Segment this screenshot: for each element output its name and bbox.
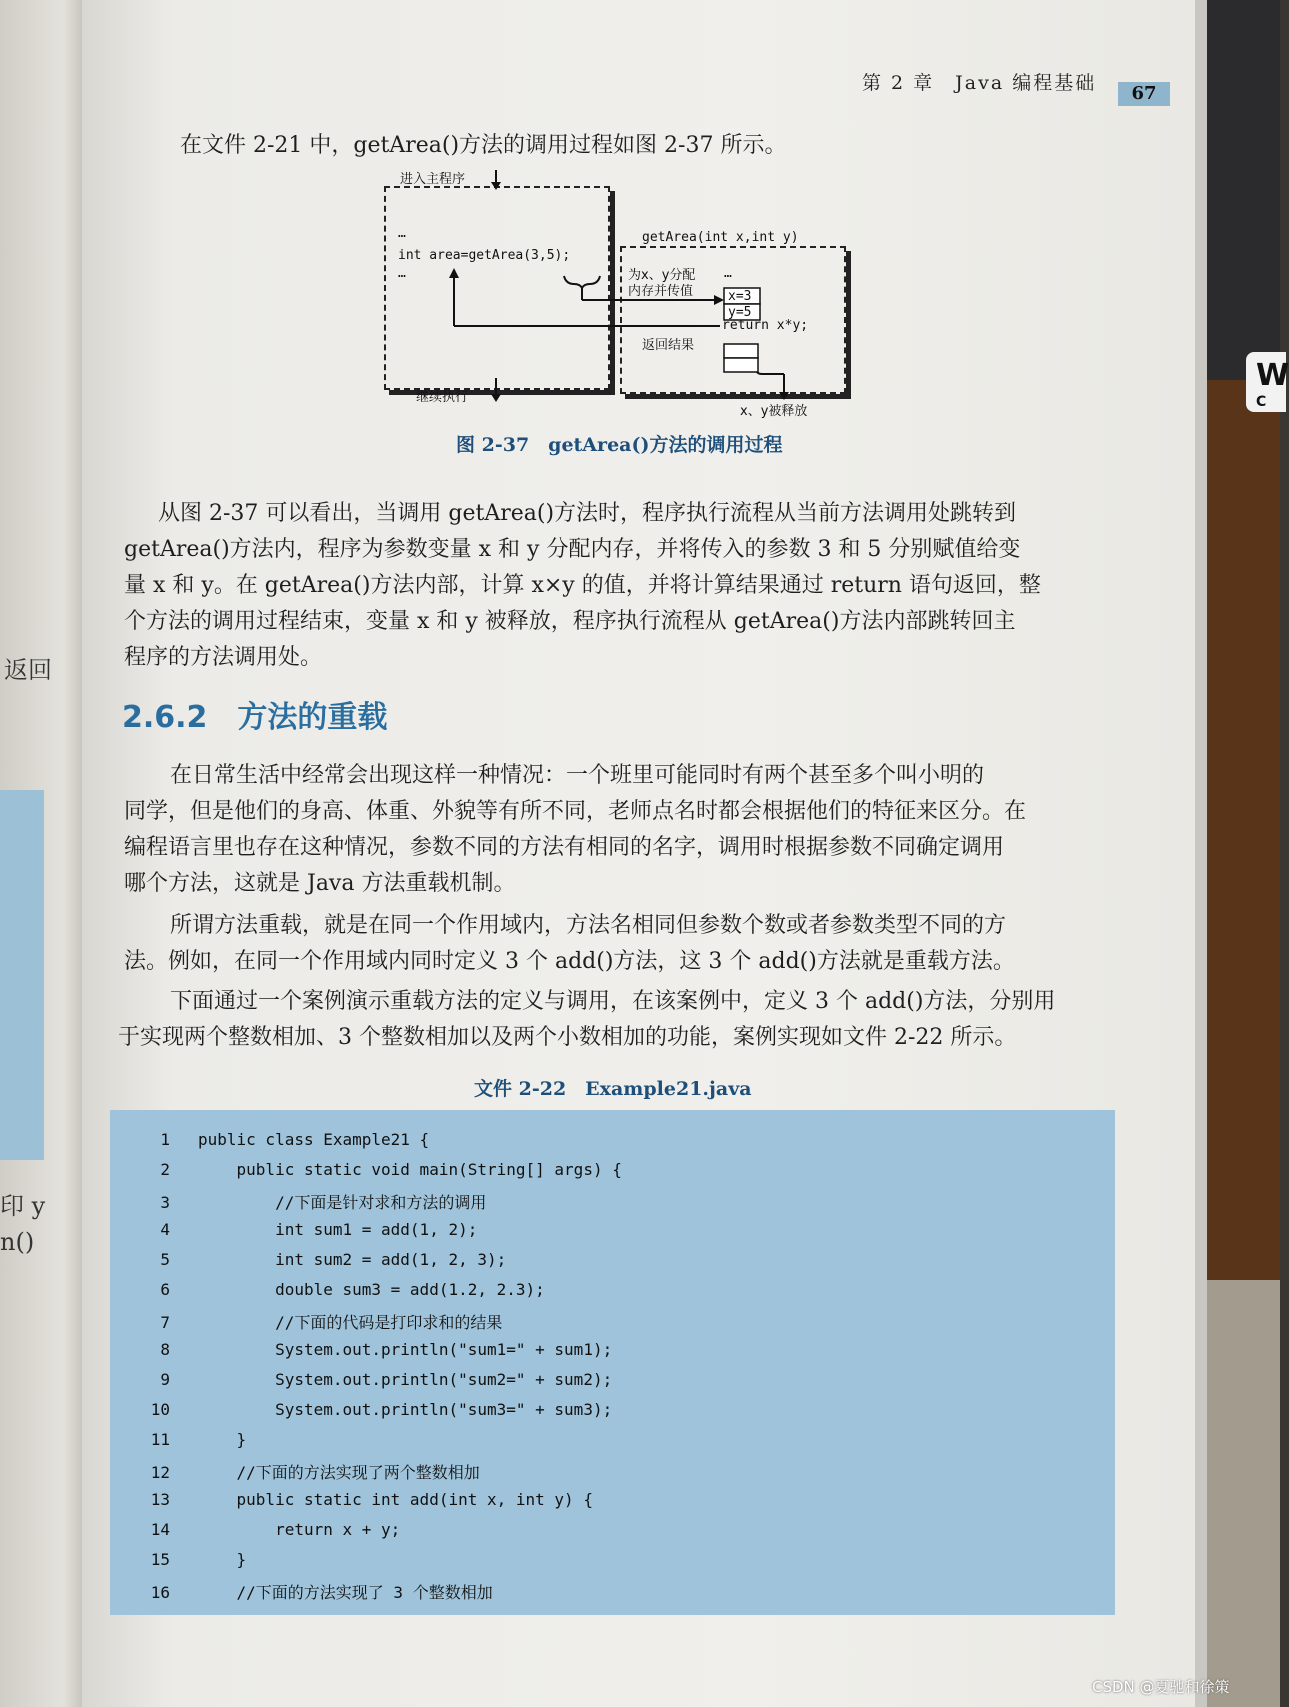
section-heading: 2.6.2 方法的重载 <box>122 700 388 735</box>
released-label: x、y被释放 <box>740 404 808 419</box>
main-dots-top: … <box>398 226 406 241</box>
left-page-fragment: n() <box>0 1228 35 1256</box>
left-page <box>0 0 90 1707</box>
paragraph1-line: 个方法的调用过程结束，变量 x 和 y 被释放，程序执行流程从 getArea()方法内部跳转回主 <box>124 609 1016 634</box>
code-line: 13 public static int add(int x, int y) { <box>150 1490 593 1509</box>
paragraph2-line: 哪个方法，这就是 Java 方法重载机制。 <box>124 871 516 896</box>
main-dots-bottom: … <box>398 266 406 281</box>
left-page-fragment: 返回 <box>4 656 52 684</box>
method-signature: getArea(int x,int y) <box>642 230 799 245</box>
code-line: 2 public static void main(String[] args) { <box>160 1160 622 1179</box>
main-call-line: int area=getArea(3,5); <box>398 248 571 263</box>
code-line: 7 //下面的代码是打印求和的结果 <box>160 1313 503 1332</box>
code-line: 10 System.out.println("sum3=" + sum3); <box>150 1400 613 1419</box>
label-continue: 继续执行 <box>416 390 469 405</box>
file-title: 文件 2-22 Example21.java <box>474 1078 752 1100</box>
code-line: 4 int sum1 = add(1, 2); <box>160 1220 478 1239</box>
code-line: 6 double sum3 = add(1.2, 2.3); <box>160 1280 545 1299</box>
alloc-label-1: 为x、y分配 <box>628 268 696 283</box>
running-head: 第 2 章 Java 编程基础 <box>862 72 1097 94</box>
code-line: 9 System.out.println("sum2=" + sum2); <box>160 1370 613 1389</box>
page-number: 67 <box>1118 82 1170 106</box>
figure-arrows <box>378 168 858 418</box>
paragraph1-line: 程序的方法调用处。 <box>124 645 323 670</box>
page-edge <box>1195 0 1207 1707</box>
x-value-cell: x=3 <box>728 289 752 304</box>
method-dots: … <box>724 266 732 281</box>
intro-line: 在文件 2-21 中，getArea()方法的调用过程如图 2-37 所示。 <box>180 133 787 158</box>
code-listing <box>110 1110 1115 1615</box>
paragraph2-line: 编程语言里也存在这种情况，参数不同的方法有相同的名字，调用时根据参数不同确定调用 <box>124 835 1005 860</box>
code-line: 3 //下面是针对求和方法的调用 <box>160 1193 487 1212</box>
watermark: CSDN @夏驰和徐策 <box>1092 1678 1230 1696</box>
left-page-code-box <box>0 790 44 1160</box>
y-value-cell: y=5 <box>728 305 752 320</box>
return-result-label: 返回结果 <box>642 338 695 353</box>
paragraph2-line: 同学，但是他们的身高、体重、外貌等有所不同，老师点名时都会根据他们的特征来区分。在 <box>124 799 1027 824</box>
left-page-fragment: 印 y <box>0 1192 46 1220</box>
paragraph1-line: 量 x 和 y。在 getArea()方法内部，计算 x×y 的值，并将计算结果通过 return 语句返回，整 <box>124 573 1041 598</box>
paragraph2-line: 在日常生活中经常会出现这样一种情况：一个班里可能同时有两个甚至多个叫小明的 <box>170 763 985 788</box>
paragraph3-line: 所谓方法重载，就是在同一个作用域内，方法名相同但参数个数或者参数类型不同的方 <box>170 913 1007 938</box>
paragraph4-line: 下面通过一个案例演示重载方法的定义与调用，在该案例中，定义 3 个 add()方法，分别用 <box>170 989 1056 1014</box>
background-logo-badge: W C <box>1246 352 1286 412</box>
code-line: 16 //下面的方法实现了 3 个整数相加 <box>150 1583 493 1602</box>
return-statement: return x*y; <box>722 318 809 333</box>
alloc-label-2: 内存并传值 <box>628 284 694 299</box>
figure-call-process <box>378 168 858 418</box>
code-line: 5 int sum2 = add(1, 2, 3); <box>160 1250 507 1269</box>
code-line: 11 } <box>150 1430 247 1449</box>
figure-caption: 图 2-37 getArea()方法的调用过程 <box>456 434 783 456</box>
code-line: 12 //下面的方法实现了两个整数相加 <box>150 1463 480 1482</box>
label-enter-main: 进入主程序 <box>400 172 466 187</box>
paragraph4-line: 于实现两个整数相加、3 个整数相加以及两个小数相加的功能，案例实现如文件 2-22 所示。 <box>118 1025 1017 1050</box>
code-line: 14 return x + y; <box>150 1520 401 1539</box>
code-line: 15 } <box>150 1550 247 1569</box>
code-line: 8 System.out.println("sum1=" + sum1); <box>160 1340 613 1359</box>
code-line: 1 public class Example21 { <box>160 1130 430 1149</box>
paragraph1-line: getArea()方法内，程序为参数变量 x 和 y 分配内存，并将传入的参数 3 和 5 分别赋值给变 <box>124 537 1021 562</box>
paragraph1-line: 从图 2-37 可以看出，当调用 getArea()方法时，程序执行流程从当前方法调用处跳转到 <box>158 501 1017 526</box>
paragraph3-line: 法。例如，在同一个作用域内同时定义 3 个 add()方法，这 3 个 add()方法就是重载方法。 <box>124 949 1015 974</box>
